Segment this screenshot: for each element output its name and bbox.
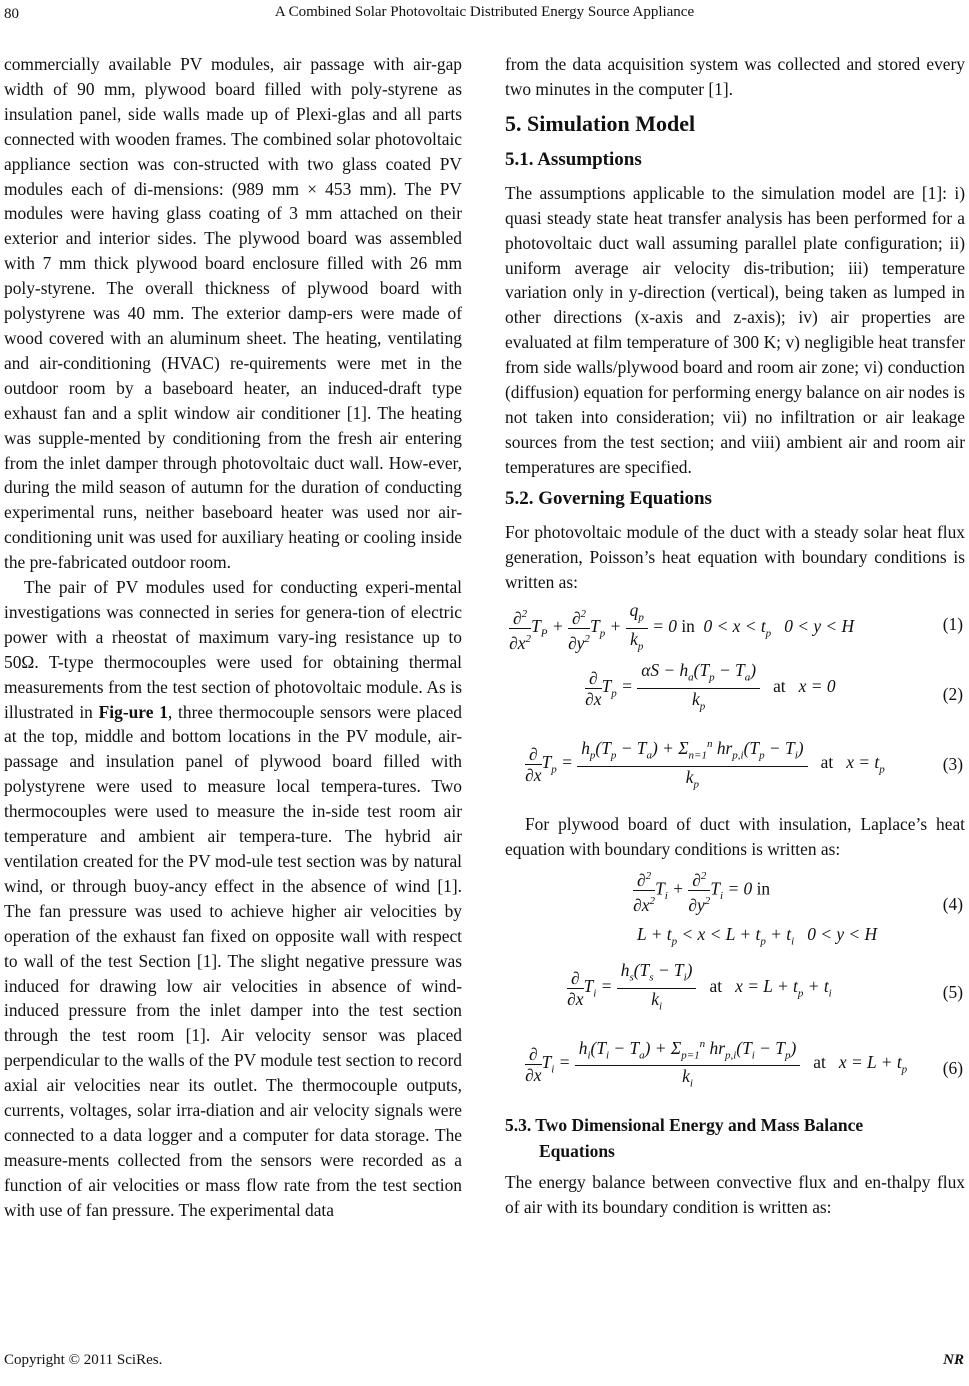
equation-number: (3) [942,754,963,775]
body-paragraph: The energy balance between convective flux and en-thalpy flux of air with its boundary condition is written as: [505,1172,965,1218]
equation-1: $\frac{\partial^2}{\partial x^2}$ $T_P$ + $\frac{\partial^2}{\partial y^2}$ $T_p$ + $\frac{q_p}{k_p}$ = 0 in $0 < x < t_p$ 0 < y < H (1) [509,600,963,653]
equation-number: (4) [942,894,963,915]
copyright-notice: Copyright © 2011 SciRes. [4,1352,163,1368]
equation-3: $\frac{\partial}{\partial x}$ $T_p$ = $\frac{h_p(T_p - T_a) + \Sigma_{n=1}^n hr_{p,i}(T_p - T_i)}{k_p}$ at $x = t_p$ (3) [505,726,965,806]
journal-abbreviation: NR [943,1352,964,1368]
body-paragraph: The assumptions applicable to the simulation model are [1]: i) quasi steady state heat transfer analysis has been performed for a photovoltaic duct wall assuming parallel plate configuration; ii) uniform average air velocity dis-tribution; iii) temperature variation only in y-direction (vertical), being taken as lumped in other directions (x-axis and z-axis); iv) air properties are evaluated at film temperature of 300 K; v) negligible heat transfer from side walls/plywood board and room air zone; vi) conduction (diffusion) equation for performing energy balance on air nodes is not taken into consideration; vii) no infiltration or air leakage sources from the test section; and viii) ambient air and room air temperatures are specified. [505,182,965,477]
body-paragraph: The pair of PV modules used for conducting experi-mental investigations was connected in series for genera-tion of electric power with a rheostat of maximum vary-ing resistance up to 50Ω. T-type thermocouples were used for obtaining thermal measurements from the test section of photovoltaic module. As is illustrated in Fig-ure 1, three thermocouple sensors were placed at the top, middle and bottom locations in the PV module, air-passage and insulation panel of plywood board filled with polystyrene were used to measure local tempera-tures. Two thermocouples were used to measure the in-side test room air temperature and ambient air tempera-ture. The hybrid air ventilation created for the PV mod-ule test section was by natural wind, or through buoy-ancy effect in the absence of wind [1]. The fan pressure was used to achieve higher air velocities by operation of the exhaust fan fixed on opposite wall with respect to wall of the test Section [1]. The slight negative pressure was induced for drawing low air velocities in absence of wind-induced pressure from the inlet damper into the test section through the test room [1]. Air velocity sensor was placed perpendicular to the walls of the PV module test section to record axial air velocities near its outlet. The thermocouple outputs, currents, voltages, solar irra-diation and air velocity signals were connected to a data logger and a computer for data storage. The measure-ments collected from the sensors were recorded as a function of air velocities or mass flow rate from the test section with use of fan pressure. The experimental data [4,577,462,1220]
subsection-heading: 5.1. Assumptions [505,148,642,170]
section-heading: 5. Simulation Model [505,110,696,136]
equation-5: $\frac{\partial}{\partial x}$ $T_i$ = $\frac{h_s(T_s - T_i)}{k_i}$ at $x = L + t_p + t_i$ (5) [567,960,963,1013]
equation-number: (6) [942,1058,963,1079]
equation-4: $\frac{\partial^2}{\partial x^2}$ $T_i$ + $\frac{\partial^2}{\partial y^2}$ $T_i = 0$ in $L + t_p < x < L + t_p + t_i$ 0 < y < H (4) [505,862,965,954]
subsection-heading: 5.3. Two Dimensional Energy and Mass Balance [505,1115,864,1136]
equation-number: (5) [942,982,963,1003]
page-footer [4,1352,964,1369]
left-column [4,52,462,1223]
right-column [505,52,965,1220]
body-paragraph: For photovoltaic module of the duct with a steady solar heat flux generation, Poisson’s heat equation with boundary conditions is written as: [505,521,965,592]
equation-number: (2) [942,684,963,705]
equation-2: $\frac{\partial}{\partial x}$ $T_p$ = $\frac{\alpha S - h_a(T_p - T_a)}{k_p}$ at x = 0 (2) [585,660,963,713]
subsection-heading: 5.2. Governing Equations [505,487,712,509]
body-paragraph: commercially available PV modules, air passage with air-gap width of 90 mm, plywood board filled with poly-styrene as insulation panel, side walls made up of Plexi-glas and all parts connected with wooden frames. The combined solar photovoltaic appliance section was con-structed with two glass coated PV modules each of di-mensions: (989 mm × 453 mm). The PV modules were having glass coating of 3 mm attached on their exterior and interior sides. The plywood board was assembled with 7 mm thick plywood board enclosure filled with 26 mm poly-styrene. The overall thickness of plywood board with polystyrene was 40 mm. The exterior damp-ers were made of wood covered with an aluminum sheet. The heating, ventilating and air-conditioning (HVAC) re-quirements were met in the outdoor room by a baseboard heater, an induced-draft type exhaust fan and a split window air conditioner [1]. The heating was supple-mented by conditioning from the fresh air entering from the inlet damper through photovoltaic duct wall. How-ever, during the mild season of autumn for the duration of conducting experimental runs, neither baseboard heater was used nor air-conditioning unit was used for auxiliary heating or cooling inside the pre-fabricated outdoor room. [4,54,462,573]
figure-reference[interactable]: Fig-ure 1 [98,701,168,722]
equation-6: $\frac{\partial}{\partial x}$ $T_i$ = $\frac{h_i(T_i - T_a) + \Sigma_{p=1}^n hr_{p,i}(T_i - T_p)}{k_i}$ at $x = L + t_p$ (6) [505,1024,965,1112]
subsection-heading-continued: Equations [539,1141,615,1162]
body-paragraph: For plywood board of duct with insulation, Laplace’s heat equation with boundary conditions is written as: [505,814,965,860]
running-title: A Combined Solar Photovoltaic Distributed Energy Source Appliance [274,4,695,20]
equation-number: (1) [942,614,963,635]
page-number: 80 [4,6,19,22]
body-paragraph: from the data acquisition system was collected and stored every two minutes in the computer [1]. [505,54,965,99]
